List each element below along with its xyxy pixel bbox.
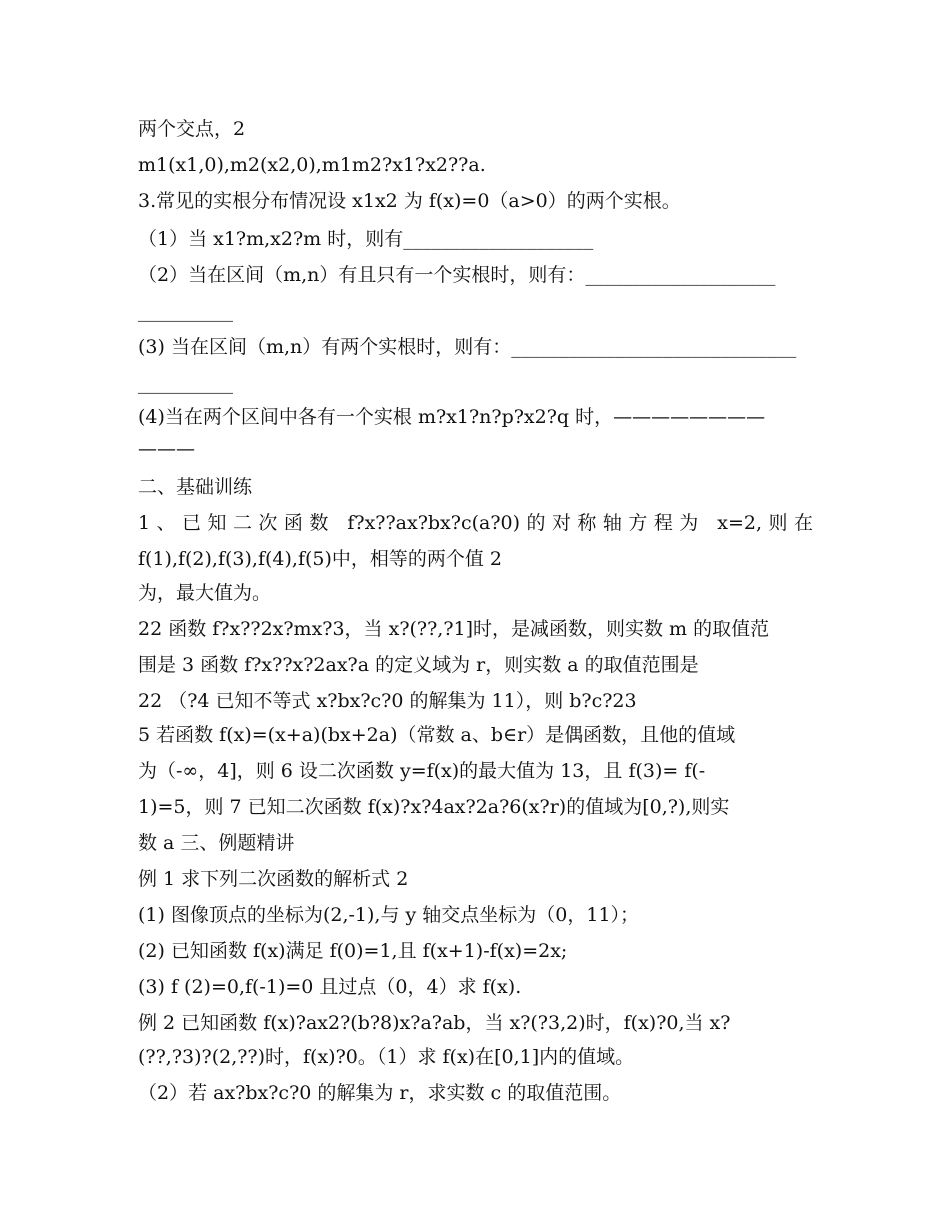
text-line: 为（-∞，4]，则 6 设二次函数 y=f(x)的最大值为 13，且 f(3)= f(- — [138, 760, 706, 782]
text-line: 两个交点，2 — [138, 118, 246, 140]
text-line: __________ — [138, 300, 233, 322]
text-line: (??,?3)?(2,??)时，f(x)?0。（1）求 f(x)在[0,1]内的值域。 — [138, 1046, 635, 1068]
text-line: 例 2 已知函数 f(x)?ax2?(b?8)x?a?ab，当 x?(?3,2)时，f(x)?0,当 x? — [138, 1012, 731, 1034]
text-line: (3) f (2)=0,f(-1)=0 且过点（0，4）求 f(x). — [138, 976, 522, 998]
text-line: 22 （?4 已知不等式 x?bx?c?0 的解集为 11），则 b?c?23 — [138, 690, 637, 712]
text-line: 5 若函数 f(x)=(x+a)(bx+2a)（常数 a、b∈r）是偶函数，且他的值域 — [138, 724, 736, 746]
text-line: (2) 已知函数 f(x)满足 f(0)=1,且 f(x+1)-f(x)=2x; — [138, 940, 568, 962]
text-line: (1) 图像顶点的坐标为(2,-1),与 y 轴交点坐标为（0，11）； — [138, 904, 640, 926]
text-line: 围是 3 函数 f?x??x?2ax?a 的定义域为 r，则实数 a 的取值范围是 — [138, 654, 699, 676]
text-line: （2）若 ax?bx?c?0 的解集为 r，求实数 c 的取值范围。 — [138, 1082, 622, 1104]
text-line: （2）当在区间（m,n）有且只有一个实根时，则有：____________________ — [138, 264, 776, 286]
text-line: 3.常见的实根分布情况设 x1x2 为 f(x)=0（a>0）的两个实根。 — [138, 190, 681, 212]
text-line: 例 1 求下列二次函数的解析式 2 — [138, 868, 409, 890]
text-line: (3) 当在区间（m,n）有两个实根时，则有：______________________________ — [138, 336, 797, 358]
text-line: 22 函数 f?x??2x?mx?3，当 x?(??,?1]时，是减函数，则实数 m 的取值范 — [138, 618, 770, 640]
text-line: ——— — [138, 438, 195, 460]
text-line: 1)=5，则 7 已知二次函数 f(x)?x?4ax?2a?6(x?r)的值域为[0,?),则实 — [138, 796, 730, 818]
text-line: __________ — [138, 372, 233, 394]
text-line: 数 a 三、例题精讲 — [138, 832, 295, 854]
text-line: 为，最大值为。 — [138, 582, 272, 604]
text-line: f(1),f(2),f(3),f(4),f(5)中，相等的两个值 2 — [138, 548, 503, 570]
section-heading: 二、基础训练 — [138, 476, 253, 498]
text-line: （1）当 x1?m,x2?m 时，则有____________________ — [138, 228, 594, 250]
text-line: 1、已知二次函数 f?x??ax?bx?c(a?0)的对称轴方程为 x=2,则在 — [138, 512, 813, 534]
text-line: (4)当在两个区间中各有一个实根 m?x1?n?p?x2?q 时，———————— — [138, 406, 766, 428]
text-line: m1(x1,0),m2(x2,0),m1m2?x1?x2??a. — [138, 154, 486, 176]
